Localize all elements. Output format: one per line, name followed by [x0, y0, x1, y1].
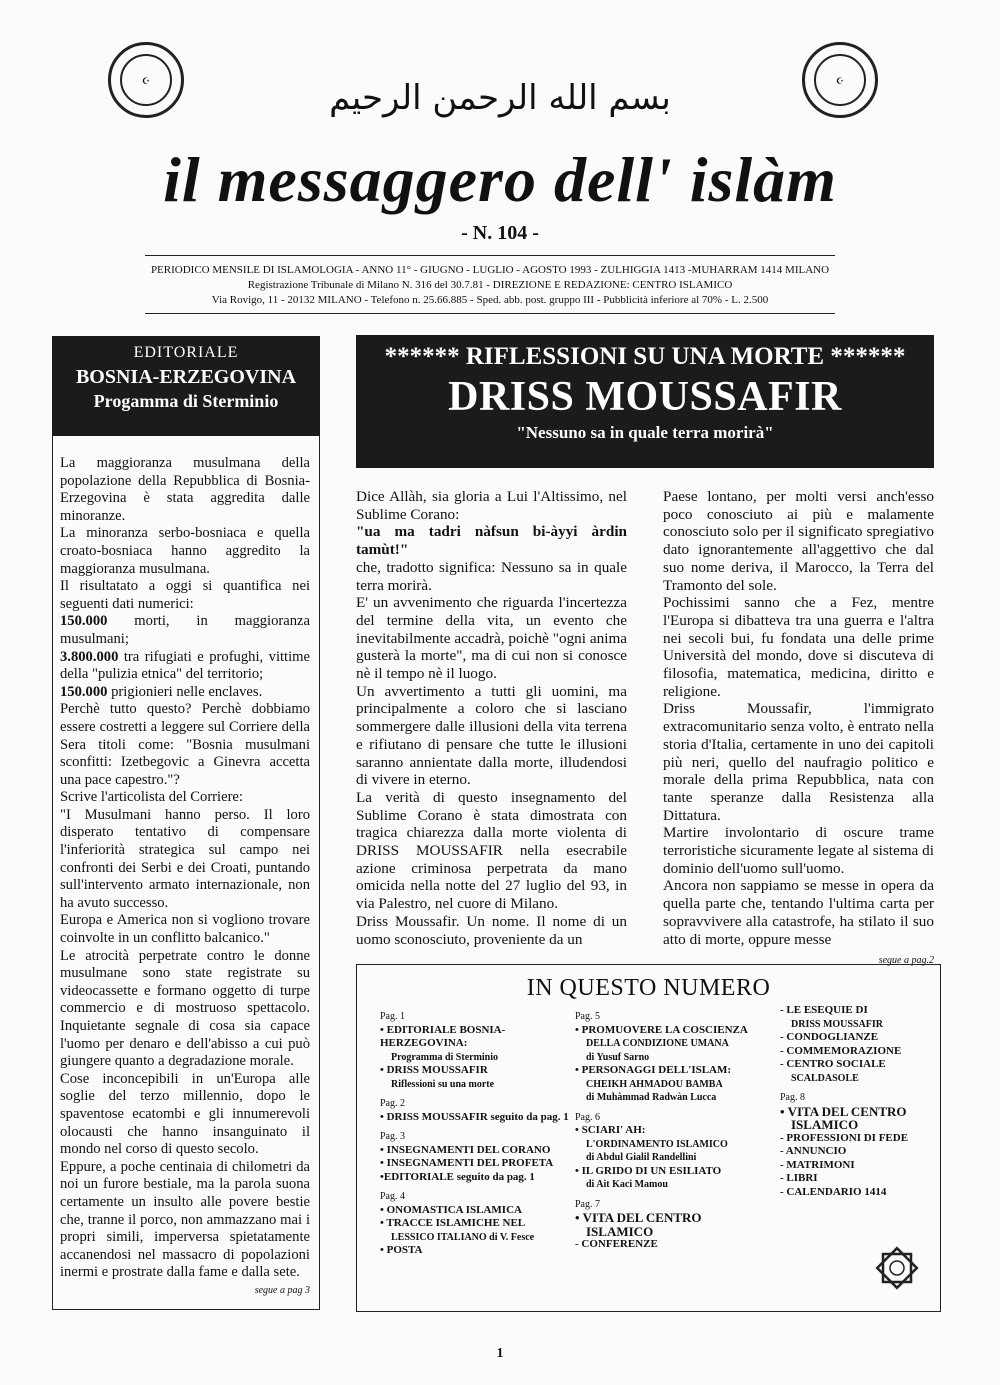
toc-page-label: Pag. 2	[380, 1098, 405, 1109]
editorial-figure: 150.000 prigionieri nelle enclaves.	[60, 683, 263, 700]
toc-item: di Ait Kaci Mamou	[586, 1179, 668, 1190]
editorial-header	[52, 336, 320, 436]
toc-page-label: Pag. 8	[780, 1092, 805, 1103]
editorial-kicker: EDITORIALE	[133, 344, 239, 361]
islamic-star-icon	[872, 1243, 922, 1293]
toc-item: • POSTA	[380, 1244, 423, 1256]
toc-item: ISLAMICO	[791, 1117, 859, 1132]
main-article-column-1	[356, 488, 627, 948]
article-paragraph: Un avvertimento a tutti gli uomini, ma principalmente a coloro che si lasciano sommergere dalle illusioni della vita terrena e rifiutano di pensare che tutte le illusioni saranno annientate dalla morte, illudendosi di vivere in eterno.	[356, 682, 627, 789]
seal-calligraphy-icon: ☪	[814, 54, 866, 106]
editorial-paragraph: Perchè tutto questo? Perchè dobbiamo essere costretti a leggere sul Corriere della Sera titoli come: "Bosnia musulmani sconfitti: Izetbegovic a Ginevra accetta una pace capestro."?	[60, 701, 310, 788]
editorial-figure: 3.800.000 tra rifugiati e profughi, vittime della "pulizia etnica" del territorio;	[60, 648, 310, 683]
main-article-title: DRISS MOUSSAFIR	[448, 374, 842, 420]
quran-quote: "ua ma tadri nàfsun bi-àyyi àrdin tamùt!"	[356, 523, 627, 559]
toc-page-label: Pag. 7	[575, 1198, 600, 1210]
toc-item: - CONDOGLIANZE	[780, 1031, 879, 1043]
pubinfo-line: Via Rovigo, 11 - 20132 MILANO - Telefono n. 25.66.885 - Sped. abb. post. gruppo III - Pubblicità inferiore al 70% - L. 2.500	[211, 294, 769, 306]
toc-item: • PERSONAGGI DELL'ISLAM:	[575, 1064, 732, 1076]
editorial-title: BOSNIA-ERZEGOVINA	[75, 366, 297, 388]
toc-item: - ANNUNCIO	[780, 1145, 847, 1157]
toc-item: • EDITORIALE BOSNIA-HERZEGOVINA:	[380, 1023, 506, 1049]
publication-info	[145, 263, 835, 308]
toc-item: Programma di Sterminio	[391, 1051, 499, 1063]
toc-item: L'ORDINAMENTO ISLAMICO	[586, 1138, 728, 1150]
toc-item: CHEIKH AHMADOU BAMBA	[586, 1078, 723, 1090]
toc-item: SCALDASOLE	[791, 1072, 859, 1084]
toc-item: Riflessioni su una morte	[391, 1078, 495, 1090]
article-paragraph: Driss Moussafir. Un nome. Il nome di un uomo sconosciuto, proveniente da un	[356, 912, 627, 948]
toc-item: LESSICO ITALIANO di V. Fesce	[391, 1231, 535, 1243]
article-paragraph: Paese lontano, per molti versi anch'esso poco conosciuto ai più e malamente conosciuto solo per il significato spregiativo dato ignorantemente all'aggettivo che dal suo nome deriva, il Marocco, la Terra del Tramonto del sole.	[663, 488, 934, 594]
toc-item: • VITA DEL CENTRO	[780, 1103, 907, 1119]
editorial-paragraph: Cose inconcepibili in un'Europa alle soglie del terzo millennio, dopo le spaventose ecatombi e gli innumerevoli olocausti che hanno insanguinato il mondo nel corso di questo secolo.	[60, 1070, 310, 1158]
editorial-paragraph: La minoranza serbo-bosniaca e quella croato-bosniaca hanno aggredito la maggioranza musulmana.	[60, 525, 310, 577]
toc-item: - CONFERENZE	[575, 1238, 658, 1250]
main-article-header	[356, 335, 934, 468]
article-paragraph: La verità di questo insegnamento del Sublime Corano è stata dimostrata con tragica chiarezza dalla morte violenta di DRISS MOUSSAFIR nella esecrabile azione criminosa perpetrata da mano omicida nella notte del 27 luglio del 93, in via Palestro, nel cuore di Milano.	[356, 788, 627, 913]
toc-page-label: Pag. 6	[575, 1111, 600, 1123]
article-paragraph: Martire involontario di oscure trame terroristiche sicuramente legate al sistema di dominio dell'uomo sull'uomo.	[663, 824, 934, 877]
toc-title: IN QUESTO NUMERO	[526, 975, 771, 1001]
toc-item: • VITA DEL CENTRO	[575, 1210, 702, 1225]
toc-item: di Muhàmmad Radwàn Lucca	[586, 1092, 717, 1103]
toc-item: - PROFESSIONI DI FEDE	[780, 1131, 909, 1144]
pubinfo-line: PERIODICO MENSILE DI ISLAMOLOGIA - ANNO 11° - GIUGNO - LUGLIO - AGOSTO 1993 - ZULHIGGIA 1413 -MUHARRAM 1414 MILANO	[150, 264, 830, 276]
toc-item: DELLA CONDIZIONE UMANA	[586, 1038, 729, 1049]
page-number: 1	[496, 1346, 504, 1361]
header-rule-top	[145, 255, 835, 256]
editorial-paragraph: Le atrocità perpetrate contro le donne musulmane sono state registrate su videocassette e formano oggetto di turpe commercio e di mostruoso spettacolo. Inquietante segnale di cosa sia capace l'uomo per denaro e dell'abisso a cui può giungere quanto a degradazione morale.	[60, 947, 310, 1070]
editorial-paragraph: Il risultatato a oggi si quantifica nei seguenti dati numerici:	[60, 578, 310, 612]
toc-item: • IL GRIDO DI UN ESILIATO	[575, 1164, 722, 1177]
toc-column-1	[380, 1004, 575, 1258]
toc-item: • INSEGNAMENTI DEL CORANO	[380, 1143, 551, 1156]
editorial-figure: 150.000 morti, in maggioranza musulmani;	[60, 613, 310, 647]
toc-item: • SCIARI' AH:	[575, 1124, 646, 1136]
toc-item: •EDITORIALE seguito da pag. 1	[380, 1170, 535, 1183]
article-paragraph: che, tradotto significa: Nessuno sa in quale terra morirà.	[356, 558, 627, 594]
article-paragraph: Dice Allàh, sia gloria a Lui l'Altissimo, nel Sublime Corano:	[356, 488, 627, 523]
toc-item: • PROMUOVERE LA COSCIENZA	[575, 1023, 748, 1036]
seal-calligraphy-icon: ☪	[120, 54, 172, 106]
toc-item: DRISS MOUSSAFIR	[791, 1018, 883, 1030]
issue-number: - N. 104 -	[461, 222, 539, 244]
editorial-paragraph: La maggioranza musulmana della popolazione della Repubblica di Bosnia-Erzegovina è stata aggredita dalle minoranze.	[60, 455, 310, 524]
toc-item: - CENTRO SOCIALE	[780, 1058, 886, 1070]
toc-item: - CALENDARIO 1414	[780, 1185, 887, 1198]
toc-item: • DRISS MOUSSAFIR seguito da pag. 1	[380, 1110, 569, 1123]
pubinfo-line: Registrazione Tribunale di Milano N. 316 del 30.7.81 - DIREZIONE E REDAZIONE: CENTRO ISLAMICO	[247, 279, 733, 291]
toc-item: ISLAMICO	[586, 1223, 654, 1239]
editorial-paragraph: Scrive l'articolista del Corriere:	[60, 789, 243, 806]
article-paragraph: E' un avvenimento che riguarda l'incertezza del termine della vita, un evento che inevitabilmente accadrà, poichè "ogni anima gusterà la morte", ma di cui non si conosce nè il tempo nè il luogo.	[356, 594, 627, 683]
editorial-continued: segue a pag 3	[254, 1284, 310, 1296]
editorial-paragraph: "I Musulmani hanno perso. Il loro disperato tentativo di compensare l'inferiorità strategica sul campo nei confronti dei Serbi e dei Croati, puntando sull'intervento armato internazionale, non ha avuto successo.	[60, 806, 310, 911]
toc-item: • TRACCE ISLAMICHE NEL	[380, 1217, 526, 1229]
toc-item: • INSEGNAMENTI DEL PROFETA	[380, 1157, 554, 1169]
masthead-title: il messaggero dell' islàm	[163, 144, 837, 215]
toc-item: di Abdul Gialil Randellini	[586, 1152, 697, 1163]
main-article-subtitle: "Nessuno sa in quale terra morirà"	[516, 423, 774, 442]
article-paragraph: Pochissimi sanno che a Fez, mentre l'Europa si dibatteva tra una guerra e l'altra nei secoli bui, fu fondata una delle prime Università del mondo, dove si discuteva di filosofia, matematica, medicina, diritto e religione.	[663, 594, 934, 700]
toc-item: - LE ESEQUIE DI	[780, 1004, 868, 1016]
toc-item: - MATRIMONI	[780, 1158, 855, 1171]
article-paragraph: Ancora non sappiamo se messe in opera da quella parte che, tentando l'ultima carta per sopravvivere alla catastrofe, ha stilato il suo atto di morte, oppure messe	[663, 877, 934, 948]
toc-item: di Yusuf Sarno	[586, 1051, 650, 1063]
editorial-body	[60, 455, 310, 1300]
editorial-paragraph: Eppure, a poche centinaia di chilometri da noi un furore bestiale, ma la parola suona certamente un insulto alle povere bestie che, tranne il porco, non ammazzano mai i propri simili, imperversa spietatamente accanendosi nel massacro di popolazioni inermi e prostrate dalla fame e dalla sete.	[60, 1158, 310, 1281]
toc-item: - LIBRI	[780, 1172, 818, 1184]
toc-page-label: Pag. 5	[575, 1011, 600, 1022]
editorial-paragraph: Europa e America non si vogliono trovare coinvolte in un conflitto balcanico."	[60, 912, 310, 947]
basmala: بسم الله الرحمن الرحيم	[329, 78, 671, 118]
toc-item: • DRISS MOUSSAFIR	[380, 1064, 488, 1076]
toc-page-label: Pag. 1	[380, 1011, 405, 1022]
editorial-subtitle: Progamma di Sterminio	[93, 391, 279, 411]
toc-page-label: Pag. 4	[380, 1191, 405, 1202]
toc-item: • ONOMASTICA ISLAMICA	[380, 1203, 522, 1216]
main-article-continued: segue a pag.2	[878, 955, 934, 967]
main-article-column-2	[663, 488, 934, 970]
header-rule-bottom	[145, 313, 835, 314]
toc-item: - COMMEMORAZIONE	[780, 1044, 902, 1057]
toc-page-label: Pag. 3	[380, 1131, 405, 1142]
article-paragraph: Driss Moussafir, l'immigrato extracomunitario senza volto, è entrato nella storia d'Italia, certamente in uno dei capitoli più neri, quello del naufragio politico e morale della prima Repubblica, nata con tante speranze dalla Resistenza alla Dittatura.	[663, 700, 934, 824]
main-article-kicker: ****** RIFLESSIONI SU UNA MORTE ******	[384, 343, 906, 370]
toc-column-2	[575, 1004, 775, 1252]
toc-column-3	[780, 1004, 930, 1199]
